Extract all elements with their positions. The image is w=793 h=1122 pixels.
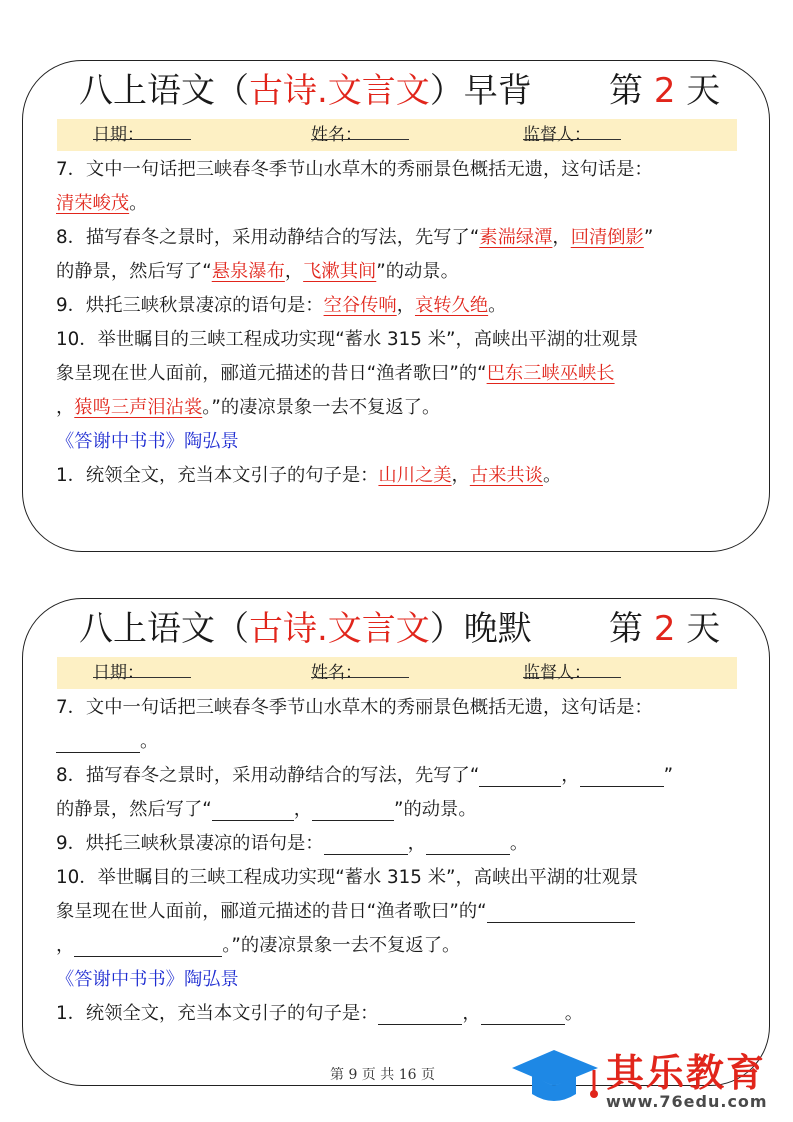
title-suffix: ）早背 xyxy=(429,71,532,111)
day-number: 2 xyxy=(653,71,676,111)
q8-line-2: 的静景，然后写了“悬泉瀑布，飞漱其间”的动景。 xyxy=(56,261,459,282)
answer: 空谷传响 xyxy=(323,295,397,316)
morning-card xyxy=(22,60,770,552)
answer-blank[interactable] xyxy=(74,934,222,957)
title-suffix: ）晚默 xyxy=(429,609,532,649)
brand-url: www.76edu.com xyxy=(606,1092,768,1111)
evening-questions xyxy=(56,691,742,1031)
answer: 巴东三峡巫峡长 xyxy=(486,363,615,384)
section-heading: 《答谢中书书》陶弘景 xyxy=(56,969,239,990)
q9-line: 9．烘托三峡秋景凄凉的语句是： ， 。 xyxy=(56,833,529,854)
q8-line-2: 的静景，然后写了“ ， ”的动景。 xyxy=(56,799,477,820)
answer-blank[interactable] xyxy=(481,1002,565,1025)
q10-line: 10．举世瞩目的三峡工程成功实现“蓄水 315 米”，高峡出平湖的壮观景 xyxy=(56,329,639,350)
day-counter: 第 2 天 xyxy=(609,71,721,111)
q7-answer-line: 。 xyxy=(56,725,742,759)
morning-questions xyxy=(56,153,742,493)
title-prefix: 八上语文（ xyxy=(79,609,249,649)
answer: 清荣峻茂 xyxy=(56,193,130,214)
page-number: 第 9 页 共 16 页 xyxy=(330,1067,435,1083)
answer-blank[interactable] xyxy=(56,730,140,753)
q10-line-2: 象呈现在世人面前，郦道元描述的昔日“渔者歌曰”的“ xyxy=(56,895,742,929)
s1-line: 1．统领全文，充当本文引子的句子是： ， 。 xyxy=(56,1003,583,1024)
answer: 素湍绿潭 xyxy=(479,227,553,248)
title-highlight: 古诗.文言文 xyxy=(249,71,430,111)
answer: 回清倒影 xyxy=(570,227,644,248)
q9-line: 9．烘托三峡秋景凄凉的语句是：空谷传响，哀转久绝。 xyxy=(56,295,507,316)
answer: 飞漱其间 xyxy=(303,261,377,282)
q10-line-3: ，猿鸣三声泪沾裳。”的凄凉景象一去不复返了。 xyxy=(56,397,441,418)
s1-line: 1．统领全文，充当本文引子的句子是：山川之美，古来共谈。 xyxy=(56,465,562,486)
q7-answer-line: 清荣峻茂。 xyxy=(56,193,148,214)
answer-blank[interactable] xyxy=(580,764,664,787)
section-heading: 《答谢中书书》陶弘景 xyxy=(56,431,239,452)
answer: 古来共谈 xyxy=(469,465,543,486)
answer-blank[interactable] xyxy=(324,832,408,855)
brand-logo xyxy=(506,1042,791,1118)
q8-line: 8．描写春冬之景时，采用动静结合的写法，先写了“素湍绿潭，回清倒影” xyxy=(56,227,654,248)
title-prefix: 八上语文（ xyxy=(79,71,249,111)
answer-blank[interactable] xyxy=(312,798,394,821)
brand-name: 其乐教育 xyxy=(606,1051,767,1095)
info-bar: 日期： 姓名： 监督人： xyxy=(57,657,737,689)
day-counter: 第 2 天 xyxy=(609,609,721,649)
answer-blank[interactable] xyxy=(479,764,561,787)
info-bar: 日期： 姓名： 监督人： xyxy=(57,119,737,151)
evening-title xyxy=(23,603,769,655)
answer: 猿鸣三声泪沾裳 xyxy=(74,397,203,418)
answer-blank[interactable] xyxy=(426,832,510,855)
q7-line: 7．文中一句话把三峡春冬季节山水草木的秀丽景色概括无遗，这句话是： xyxy=(56,159,653,180)
q10-line: 10．举世瞩目的三峡工程成功实现“蓄水 315 米”，高峡出平湖的壮观景 xyxy=(56,867,639,888)
title-highlight: 古诗.文言文 xyxy=(249,609,430,649)
q8-line: 8．描写春冬之景时，采用动静结合的写法，先写了“ ， ” xyxy=(56,765,674,786)
answer: 山川之美 xyxy=(378,465,452,486)
answer-blank[interactable] xyxy=(487,900,635,923)
answer-blank[interactable] xyxy=(378,1002,462,1025)
answer: 悬泉瀑布 xyxy=(211,261,285,282)
q10-line-2: 象呈现在世人面前，郦道元描述的昔日“渔者歌曰”的“巴东三峡巫峡长 xyxy=(56,363,615,384)
graduation-cap-icon xyxy=(506,1042,606,1118)
answer-blank[interactable] xyxy=(212,798,294,821)
day-number: 2 xyxy=(653,609,676,649)
q10-line-3: ， 。”的凄凉景象一去不复返了。 xyxy=(56,935,461,956)
answer: 哀转久绝 xyxy=(414,295,489,316)
evening-card xyxy=(22,598,770,1086)
morning-title xyxy=(23,65,769,117)
q7-line: 7．文中一句话把三峡春冬季节山水草木的秀丽景色概括无遗，这句话是： xyxy=(56,697,653,718)
